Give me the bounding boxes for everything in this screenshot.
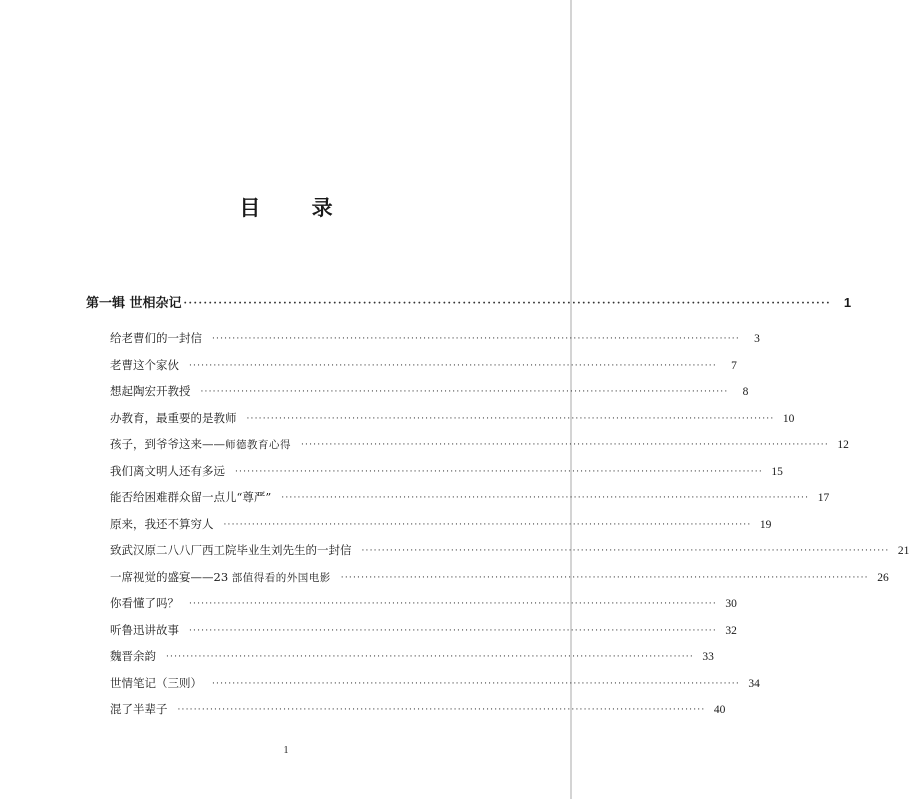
toc-entry-label: 混了半辈子 — [110, 702, 168, 716]
toc-entry[interactable] — [86, 330, 760, 357]
toc-entry-title: 一席视觉的盛宴——23 — [110, 569, 232, 584]
toc-title: 目 录 — [239, 195, 355, 220]
page-number: 1 — [283, 745, 289, 756]
toc-entry-label: 老曹这个家伙 — [110, 357, 179, 372]
toc-entry-page: 32 — [725, 624, 737, 637]
toc-entry-label: 你看懂了吗？ — [110, 596, 179, 610]
toc-entry[interactable] — [86, 595, 737, 622]
toc-entry-page: 12 — [837, 439, 849, 451]
toc-entry-label — [110, 569, 331, 585]
toc-entry-label: 办教育，最重要的是教师 — [110, 410, 237, 425]
toc-entry[interactable] — [86, 463, 783, 490]
toc-entry-label: 给老曹们的一封信 — [110, 331, 202, 345]
toc-entry-page: 30 — [725, 598, 737, 610]
toc-leader: ·································································································································· — [212, 334, 740, 344]
toc-entry[interactable] — [86, 436, 849, 463]
toc-part-heading[interactable] — [86, 290, 852, 330]
toc-entry-title: 孩子，到爷爷这来—— — [110, 437, 225, 451]
toc-entry-page: 33 — [702, 651, 714, 663]
toc-entry[interactable] — [86, 383, 749, 410]
toc-entry-subtitle: 师德教育心得 — [225, 439, 291, 451]
toc-entry-label — [110, 436, 291, 452]
toc-leader: ·································································································································· — [246, 413, 775, 424]
toc-entry-label: 我们离文明人还有多远 — [110, 463, 225, 478]
toc-entry[interactable] — [86, 410, 795, 437]
toc-entry-subtitle: 部值得看的外国电影 — [231, 571, 331, 584]
toc-leader: ·································································································································· — [189, 360, 717, 371]
toc-entry-page: 17 — [817, 492, 830, 504]
toc-part-label: 第一辑 世相杂记 — [86, 296, 182, 311]
toc-entry-page: 15 — [771, 465, 783, 478]
toc-leader: ·································································································································· — [212, 678, 740, 689]
toc-leader: ·································································································································· — [177, 705, 706, 715]
toc-entry-label: 致武汉原二八八厂西工院毕业生刘先生的一封信 — [110, 543, 352, 557]
toc-entry-label: 听鲁迅讲故事 — [110, 622, 179, 637]
toc-entry-label: 世情笔记（三则） — [110, 675, 202, 690]
toc-entry-label: 想起陶宏开教授 — [110, 384, 191, 398]
toc-entry-page: 10 — [782, 412, 795, 425]
toc-leader: ·································································································································· — [301, 440, 829, 450]
toc-entry-label: 能否给困难群众留一点儿“尊严” — [110, 490, 272, 504]
toc-entry[interactable] — [86, 516, 772, 543]
table-of-contents — [86, 290, 909, 728]
toc-leader: ·································································································································· — [281, 493, 810, 503]
toc-entry[interactable] — [86, 357, 737, 384]
toc-leader: ·································································································································· — [189, 625, 717, 636]
toc-entry-page: 8 — [742, 386, 749, 398]
toc-leader: ·································································································································· — [200, 387, 729, 397]
toc-entry[interactable] — [86, 542, 909, 569]
toc-entry-page: 34 — [748, 677, 760, 690]
toc-entry[interactable] — [86, 622, 737, 649]
toc-entry[interactable] — [86, 648, 714, 675]
toc-entry-page: 3 — [754, 333, 760, 345]
toc-entry[interactable] — [86, 675, 760, 702]
toc-leader: ·································································································································· — [340, 572, 869, 583]
toc-entry-page: 21 — [897, 545, 909, 557]
toc-entry-page: 19 — [759, 518, 772, 531]
toc-leader: ·································································································································· — [189, 599, 717, 609]
toc-entry[interactable] — [86, 701, 726, 728]
toc-entry-label: 原来，我还不算穷人 — [110, 516, 214, 531]
toc-leader: ·································································································································· — [166, 652, 694, 662]
toc-entry-page: 7 — [731, 359, 737, 372]
toc-entry[interactable] — [86, 569, 889, 596]
toc-leader: ·································································································································· — [223, 519, 752, 530]
toc-leader: ·································································································································· — [361, 546, 890, 556]
toc-leader: ·································································································································· — [235, 466, 763, 477]
toc-entry-label: 魏晋余韵 — [110, 649, 156, 663]
toc-part-page: 1 — [843, 295, 852, 310]
toc-leader: ·································································································································· — [183, 298, 832, 309]
toc-entry-page: 40 — [713, 704, 726, 716]
toc-entry-page: 26 — [877, 571, 889, 584]
toc-entry[interactable] — [86, 489, 830, 516]
